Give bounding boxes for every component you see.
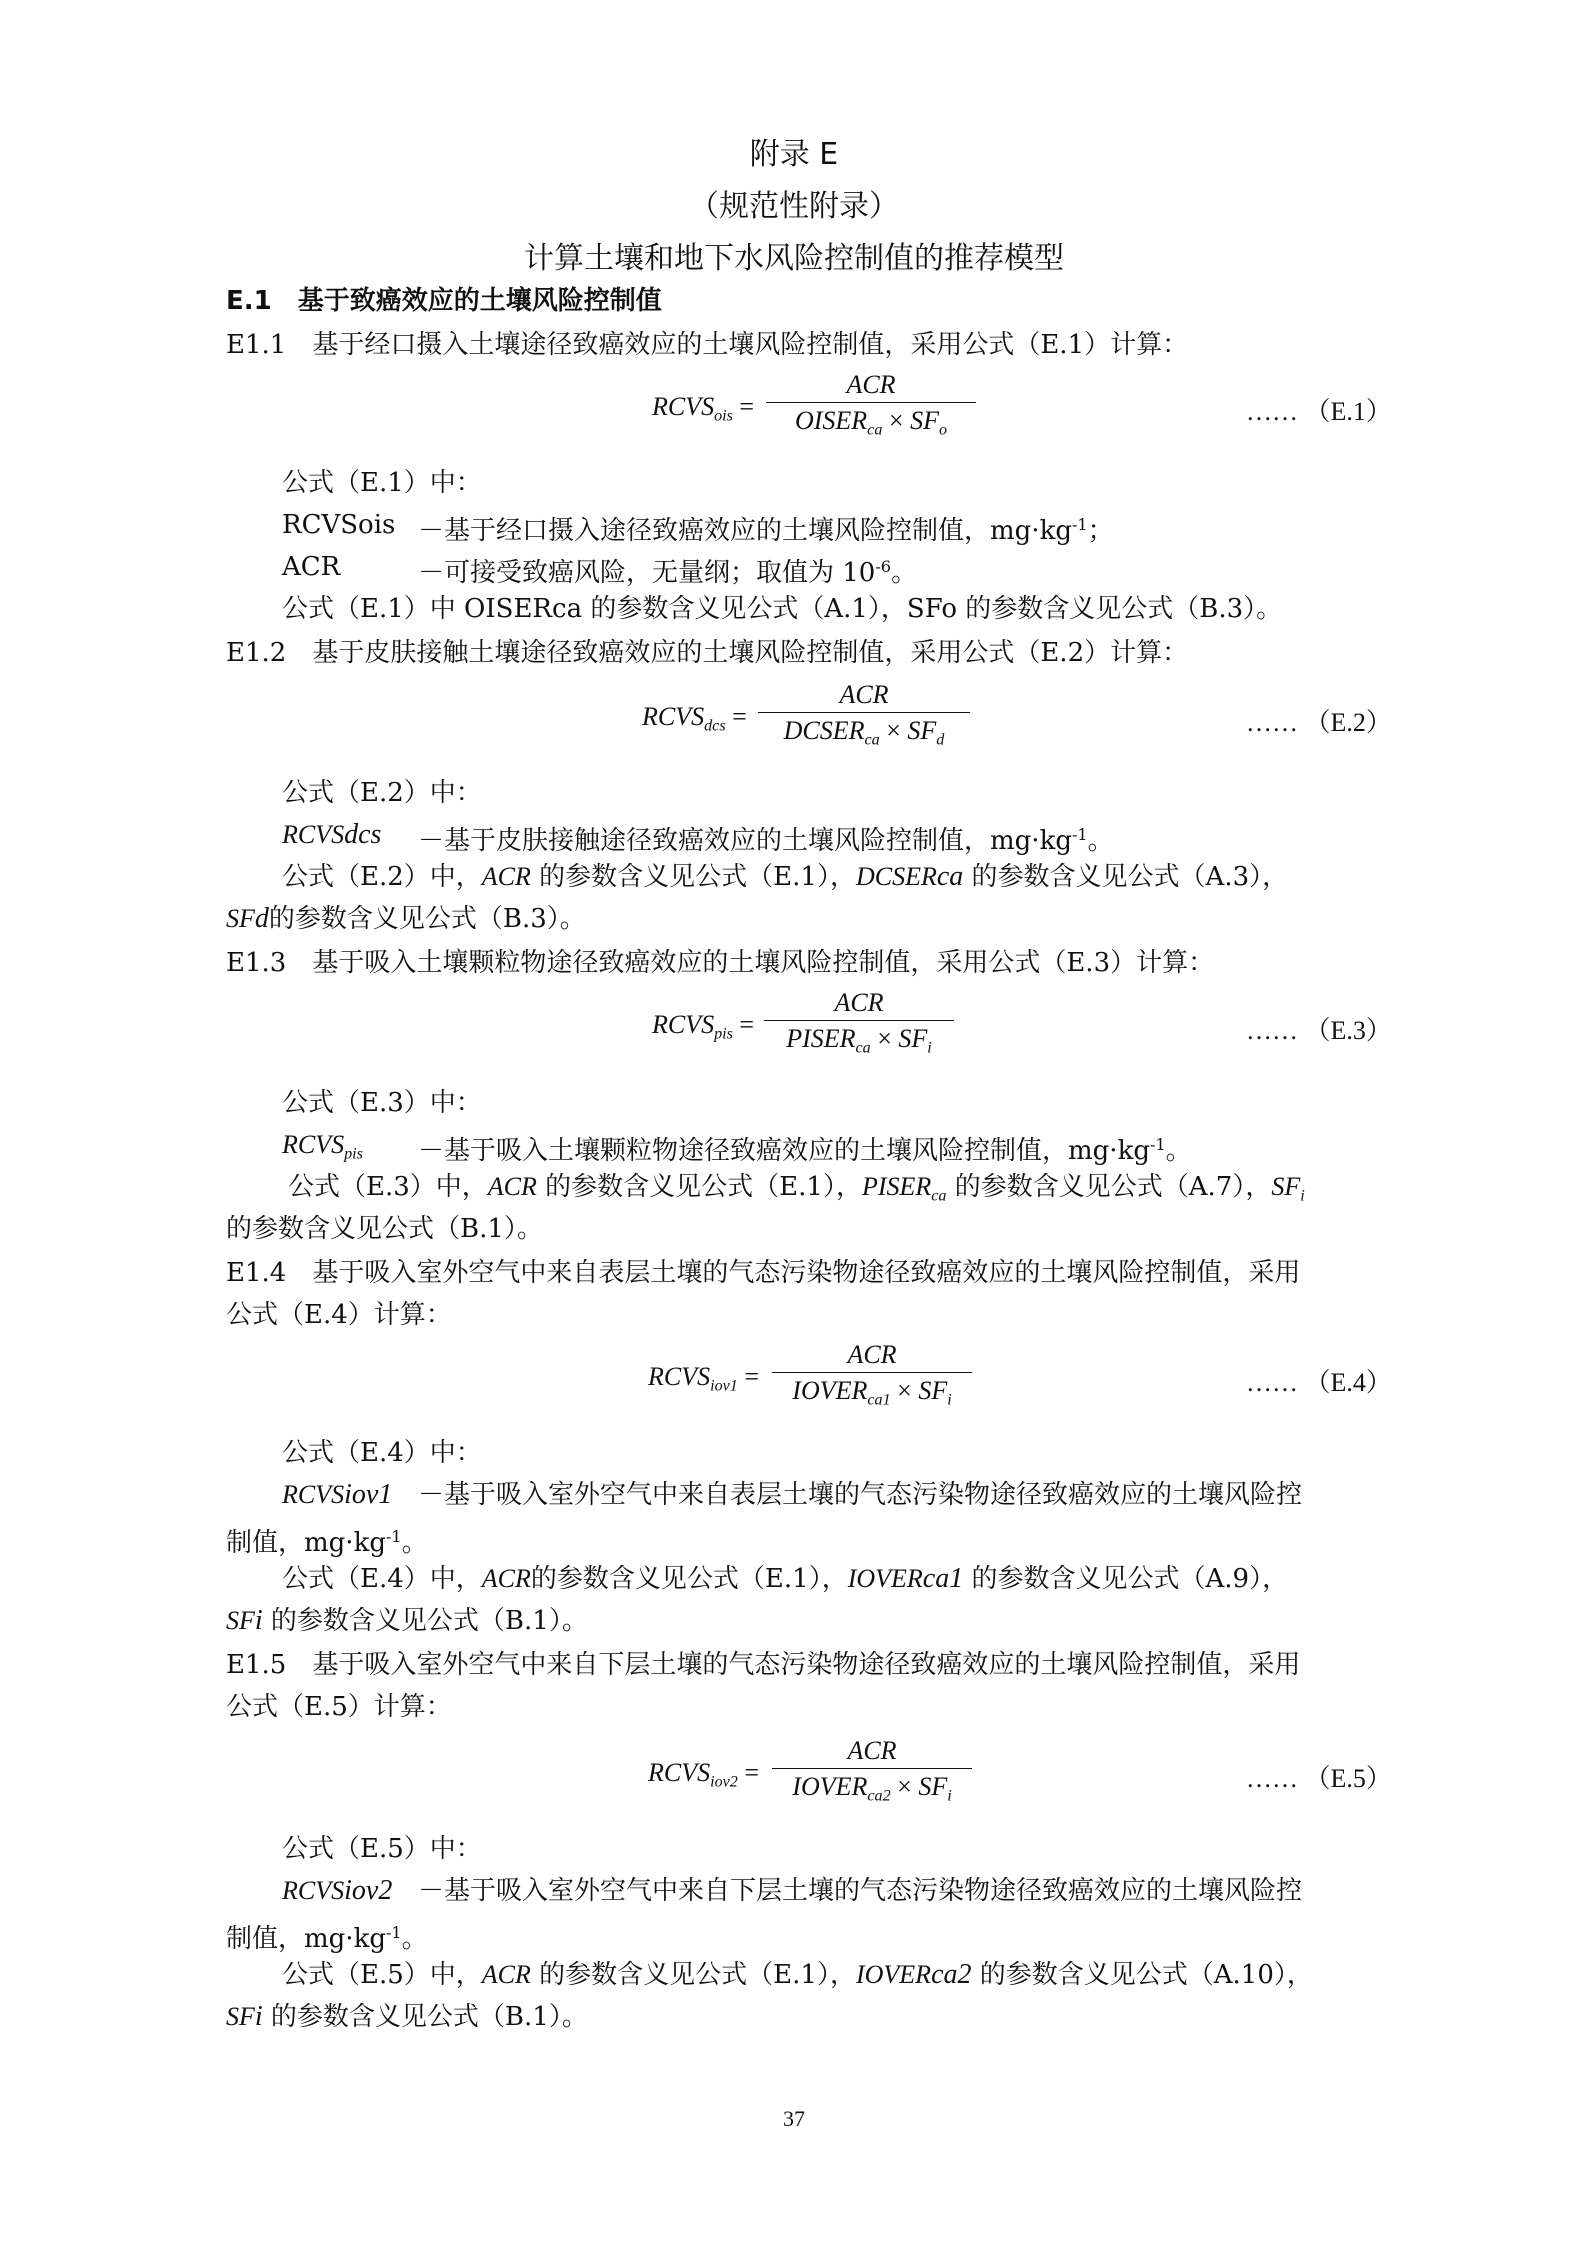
e12-note-cont: SFd的参数含义见公式（B.3）。 <box>226 903 586 934</box>
e15-def1-cont: 制值，$mg\cdot kg^{-1}$。 <box>226 1923 428 1954</box>
e14-note: 公式（E.4）中，ACR的参数含义见公式（E.1），IOVERca1 的参数含义见公式（A.9）， <box>282 1563 1289 1594</box>
e12-note: 公式（E.2）中，ACR 的参数含义见公式（E.1），DCSERca 的参数含义见公式（A.3）， <box>282 861 1289 892</box>
eq-number-e1: …… （E.1） <box>1246 397 1392 426</box>
e15-def1: －基于吸入室外空气中来自下层土壤的气态污染物途径致癌效应的土壤风险控 <box>418 1876 1303 1906</box>
e15-note: 公式（E.5）中，ACR 的参数含义见公式（E.1），IOVERca2 的参数含义见公式（A.10）， <box>282 1959 1313 1990</box>
eq-number-e3: …… （E.3） <box>1246 1016 1392 1045</box>
e11-def2: －可接受致癌风险，无量纲；取值为 $10^{-6}$。 <box>418 557 918 588</box>
e14-def1-term: RCVSiov1 <box>282 1479 393 1510</box>
e14-def1-cont: 制值，$mg\cdot kg^{-1}$。 <box>226 1527 428 1558</box>
appendix-subject: 计算土壤和地下水风险控制值的推荐模型 <box>524 241 1064 276</box>
eq-number-e2: …… （E.2） <box>1246 708 1392 737</box>
e14-def1: －基于吸入室外空气中来自表层土壤的气态污染物途径致癌效应的土壤风险控 <box>418 1480 1303 1510</box>
e11-where: 公式（E.1）中： <box>282 468 482 498</box>
formula-e3: $RCVS_{pis}$ = ACR $PISER_{ca} \times SF_i$ <box>640 988 960 1068</box>
formula-e1: $RCVS_{ois}$ = ACR $OISER_{ca} \times SF_o$ <box>640 370 960 450</box>
page-number: 37 <box>783 2106 805 2131</box>
eq-number-e4: …… （E.4） <box>1246 1368 1392 1397</box>
e15-intro-2: 公式（E.5）计算： <box>226 1692 452 1722</box>
e15-where: 公式（E.5）中： <box>282 1834 482 1864</box>
e11-def2-term: ACR <box>282 552 341 582</box>
e12-def1: －基于皮肤接触途径致癌效应的土壤风险控制值，$mg\cdot kg^{-1}$。 <box>418 825 1114 856</box>
e13-note: 公式（E.3）中，ACR 的参数含义见公式（E.1），$PISER_{ca}$ 的参数含义见公式（A.7），$SF_i$ <box>288 1172 1305 1205</box>
e14-where: 公式（E.4）中： <box>282 1438 482 1468</box>
e13-intro: E1.3 基于吸入土壤颗粒物途径致癌效应的土壤风险控制值，采用公式（E.3）计算： <box>226 948 1215 978</box>
e14-note-cont: SFi 的参数含义见公式（B.1）。 <box>226 1605 588 1636</box>
e15-note-cont: SFi 的参数含义见公式（B.1）。 <box>226 2001 588 2032</box>
e11-def1: －基于经口摄入途径致癌效应的土壤风险控制值，$mg\cdot kg^{-1}$； <box>418 515 1114 546</box>
e15-def1-term: RCVSiov2 <box>282 1875 393 1906</box>
e14-intro-1: E1.4 基于吸入室外空气中来自表层土壤的气态污染物途径致癌效应的土壤风险控制值，采用 <box>226 1258 1301 1288</box>
e11-note: 公式（E.1）中 OISERca 的参数含义见公式（A.1），SFo 的参数含义见公式（B.3）。 <box>282 594 1283 624</box>
formula-e5: $RCVS_{iov2}$ = ACR $IOVER_{ca2} \times SF_i$ <box>636 1736 976 1816</box>
e13-def1-term: $RCVS_{pis}$ <box>282 1130 363 1163</box>
section-heading-e1: E.1 基于致癌效应的土壤风险控制值 <box>226 286 662 316</box>
e12-where: 公式（E.2）中： <box>282 778 482 808</box>
e12-def1-term: RCVSdcs <box>282 819 382 850</box>
e15-intro-1: E1.5 基于吸入室外空气中来自下层土壤的气态污染物途径致癌效应的土壤风险控制值，采用 <box>226 1650 1301 1680</box>
e11-intro: E1.1 基于经口摄入土壤途径致癌效应的土壤风险控制值，采用公式（E.1）计算： <box>226 330 1189 360</box>
formula-e4: $RCVS_{iov1}$ = ACR $IOVER_{ca1} \times SF_i$ <box>636 1340 976 1420</box>
e12-intro: E1.2 基于皮肤接触土壤途径致癌效应的土壤风险控制值，采用公式（E.2）计算： <box>226 638 1189 668</box>
appendix-type: （规范性附录） <box>689 189 899 224</box>
e14-intro-2: 公式（E.4）计算： <box>226 1300 452 1330</box>
eq-number-e5: …… （E.5） <box>1246 1764 1392 1793</box>
e13-def1: －基于吸入土壤颗粒物途径致癌效应的土壤风险控制值，$mg\cdot kg^{-1}$。 <box>418 1135 1192 1166</box>
formula-e2: $RCVS_{dcs}$ = ACR $DCSER_{ca} \times SF_d$ <box>630 680 970 760</box>
e11-def1-term: RCVSois <box>282 510 396 540</box>
e13-note-cont: 的参数含义见公式（B.1）。 <box>226 1214 543 1244</box>
e13-where: 公式（E.3）中： <box>282 1088 482 1118</box>
appendix-title: 附录 E <box>749 137 839 172</box>
